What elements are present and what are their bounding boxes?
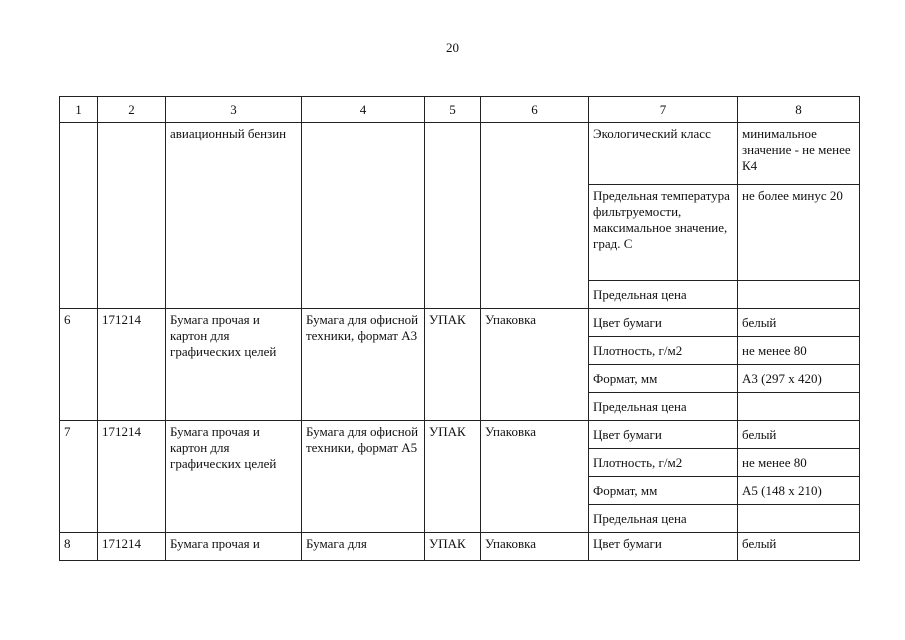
cell-code: 171214 [98,421,166,533]
cell-subname [302,123,425,309]
table-row [60,533,860,561]
header-cell: 3 [166,97,302,123]
cell-name: Бумага прочая и [166,533,302,561]
cell-unit-name: Упаковка [481,421,589,533]
cell-unit-name: Упаковка [481,309,589,421]
characteristic-name: Предельная цена [589,393,738,421]
header-cell: 8 [738,97,860,123]
cell-code: 171214 [98,533,166,561]
characteristic-name: Плотность, г/м2 [589,449,738,477]
cell-num: 7 [60,421,98,533]
characteristic-name: Цвет бумаги [589,533,738,561]
cell-subname: Бумага для офисной техники, формат А5 [302,421,425,533]
characteristic-value: не более минус 20 [738,185,860,281]
table-header-row [60,97,860,123]
characteristic-value [738,281,860,309]
characteristic-name: Предельная температура фильтруемости, максимальное значение, град. С [589,185,738,281]
cell-name: Бумага прочая и картон для графических целей [166,309,302,421]
table-row [60,123,860,185]
header-cell: 5 [425,97,481,123]
characteristic-value: не менее 80 [738,337,860,365]
page-number: 20 [446,40,459,55]
characteristic-value [738,393,860,421]
characteristic-name: Плотность, г/м2 [589,337,738,365]
characteristic-name: Цвет бумаги [589,421,738,449]
cell-subname: Бумага для [302,533,425,561]
cell-subname: Бумага для офисной техники, формат А3 [302,309,425,421]
cell-unit-name [481,123,589,309]
characteristic-value: А3 (297 х 420) [738,365,860,393]
cell-name: авиационный бензин [166,123,302,309]
procurement-table [59,96,860,561]
characteristic-name: Экологический класс [589,123,738,185]
cell-name: Бумага прочая и картон для графических целей [166,421,302,533]
characteristic-value: не менее 80 [738,449,860,477]
cell-num: 6 [60,309,98,421]
cell-unit-code [425,123,481,309]
characteristic-value: белый [738,533,860,561]
cell-unit-code: УПАК [425,421,481,533]
header-cell: 4 [302,97,425,123]
table-row [60,309,860,337]
cell-code [98,123,166,309]
characteristic-value: А5 (148 х 210) [738,477,860,505]
cell-unit-code: УПАК [425,309,481,421]
characteristic-name: Формат, мм [589,477,738,505]
characteristic-name: Формат, мм [589,365,738,393]
characteristic-value: белый [738,421,860,449]
cell-unit-name: Упаковка [481,533,589,561]
header-cell: 1 [60,97,98,123]
characteristic-value: минимальное значение - не менее К4 [738,123,860,185]
characteristic-name: Цвет бумаги [589,309,738,337]
characteristic-name: Предельная цена [589,505,738,533]
header-cell: 6 [481,97,589,123]
cell-unit-code: УПАК [425,533,481,561]
cell-num: 8 [60,533,98,561]
cell-code: 171214 [98,309,166,421]
cell-num [60,123,98,309]
characteristic-name: Предельная цена [589,281,738,309]
characteristic-value: белый [738,309,860,337]
header-cell: 2 [98,97,166,123]
header-cell: 7 [589,97,738,123]
characteristic-value [738,505,860,533]
table-row [60,421,860,449]
